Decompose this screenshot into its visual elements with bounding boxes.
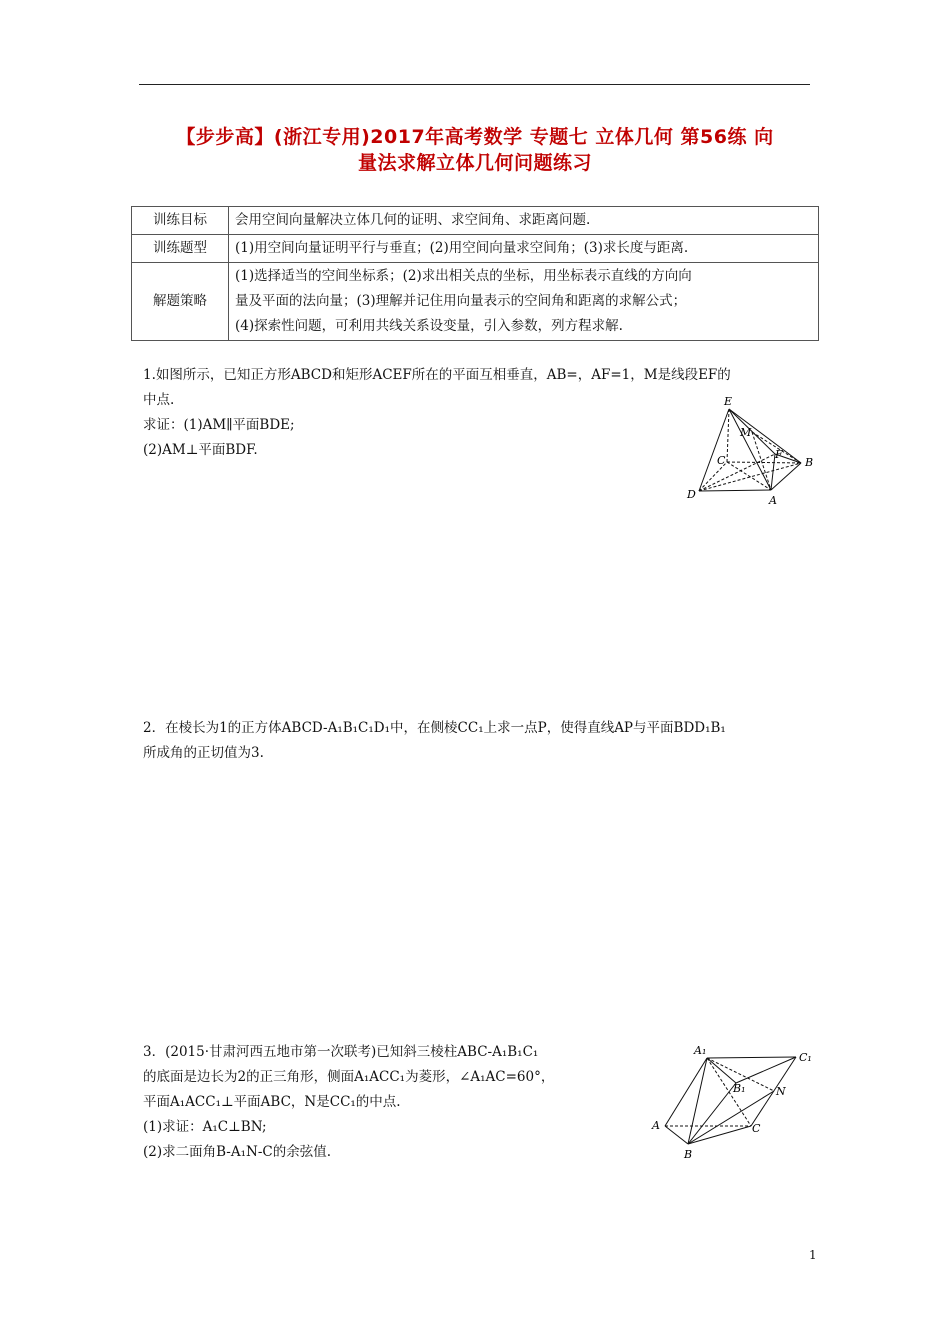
training-objectives-table	[131, 206, 819, 341]
row-text: 会用空间向量解决立体几何的证明、求空间角、求距离问题.	[235, 212, 591, 228]
page-number: 1	[809, 1248, 817, 1262]
fig1-label: D	[687, 488, 696, 501]
doc-title-line2: 量法求解立体几何问题练习	[357, 152, 592, 174]
row-value	[229, 235, 819, 263]
problem-2-text: 所成角的正切值为3.	[143, 745, 264, 761]
doc-title-line1: 【步步高】(浙江专用)2017年高考数学 专题七 立体几何 第56练 向	[176, 126, 774, 148]
header-rule	[139, 84, 810, 85]
fig1-label: E	[724, 395, 733, 408]
problem-1-figure	[680, 392, 820, 512]
fig1-label: M	[740, 426, 752, 439]
problem-1-text: 中点.	[143, 392, 175, 408]
table-row	[132, 207, 819, 235]
row-text: (1)用空间向量证明平行与垂直；(2)用空间向量求空间角；(3)求长度与距离.	[235, 240, 689, 256]
problem-3-text: (2)求二面角B-A₁N-C的余弦值.	[143, 1144, 332, 1160]
row-text: 量及平面的法向量；(3)理解并记住用向量表示的空间角和距离的求解公式；	[235, 293, 687, 309]
fig3-label: A₁	[694, 1044, 707, 1057]
problem-3-text: 平面A₁ACC₁⊥平面ABC，N是CC₁的中点.	[143, 1094, 401, 1110]
problem-3-text: 3．(2015·甘肃河西五地市第一次联考)已知斜三棱柱ABC-A₁B₁C₁	[143, 1044, 539, 1060]
table-row	[132, 263, 819, 341]
problem-3-text: (1)求证：A₁C⊥BN;	[143, 1119, 267, 1135]
problem-2-text: 2．在棱长为1的正方体ABCD-A₁B₁C₁D₁中，在侧棱CC₁上求一点P，使得直线AP与平面BDD₁B₁	[143, 720, 726, 736]
fig1-label: C	[717, 454, 726, 467]
row-value	[229, 207, 819, 235]
fig3-label: B	[684, 1148, 693, 1161]
fig1-label: A	[769, 494, 777, 507]
problem-1-text: (2)AM⊥平面BDF.	[143, 442, 258, 458]
row-text: (4)探索性问题，可利用共线关系设变量，引入参数，列方程求解.	[235, 318, 623, 334]
fig1-label: B	[805, 456, 814, 469]
problem-1-text: 求证：(1)AM∥平面BDE;	[143, 417, 295, 433]
row-key: 训练目标	[132, 207, 229, 235]
table-row	[132, 235, 819, 263]
row-key: 解题策略	[132, 263, 229, 341]
fig3-label: C	[752, 1122, 761, 1135]
problem-1-text: 1.如图所示，已知正方形ABCD和矩形ACEF所在的平面互相垂直，AB=，AF=1，M是线段EF的	[143, 367, 731, 383]
problem-3-figure	[648, 1040, 826, 1166]
fig3-label: A	[652, 1119, 660, 1132]
row-text: (1)选择适当的空间坐标系；(2)求出相关点的坐标，用坐标表示直线的方向向	[235, 268, 692, 284]
row-value	[229, 263, 819, 341]
fig3-label: C₁	[799, 1051, 812, 1064]
fig3-label: N	[776, 1085, 786, 1098]
row-key: 训练题型	[132, 235, 229, 263]
problem-3-text: 的底面是边长为2的正三角形，侧面A₁ACC₁为菱形，∠A₁AC=60°，	[143, 1069, 555, 1085]
fig1-label: F	[775, 448, 783, 461]
fig3-label: B₁	[733, 1082, 746, 1095]
